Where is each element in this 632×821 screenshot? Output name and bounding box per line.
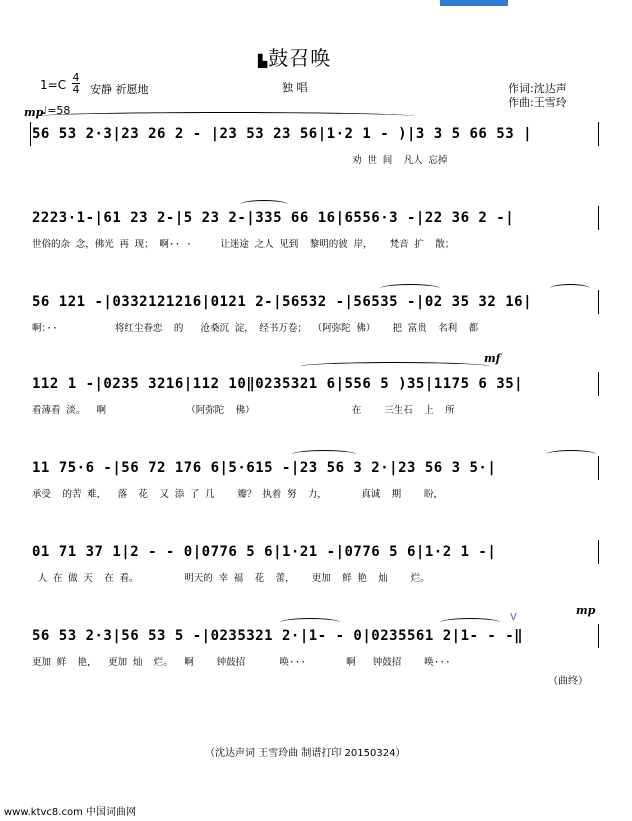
dynamic-mf: mf (484, 352, 501, 365)
barline (598, 290, 599, 314)
lyrics-row-5: 承受 的苦 难， 落 花 又 添 了 几 瓣？ 执着 努 力， 真诚 期 盼， (32, 489, 444, 500)
site-watermark: www.ktvc8.com 中国词曲网 (4, 807, 137, 818)
slur (240, 200, 288, 209)
notes-row-2: 2223·1-|61 23 2-|5 23 2-|335 66 16|6556·3 -|22 36 2 -| (32, 210, 515, 226)
time-signature (72, 72, 80, 95)
score-row-6 (30, 544, 602, 592)
title-text: 鼓召唤 (268, 46, 332, 70)
notes-row-7: 56 53 2·3|56 53 5 -|0235321 2·|1- - 0|0235561 2|1- - -‖ (32, 628, 524, 644)
composer-credit: 作曲:王雪玲 (508, 96, 567, 109)
slur (550, 284, 590, 293)
lyricist-credit: 作词:沈达声 (508, 82, 567, 95)
time-bottom: 4 (72, 83, 80, 96)
lyrics-row-3: 啊：·· 将红尘眷恋 的 沧桑沉 淀， 经书万卷； （阿弥陀 佛） 把 富贵 名利 都 (32, 323, 479, 334)
score-row-3 (30, 294, 602, 342)
score-row-4 (30, 352, 602, 424)
lyrics-row-7: 更加 鲜 艳， 更加 灿 烂。 啊 钟鼓招 唤··· 啊 钟鼓招 唤··· (32, 657, 451, 668)
lyrics-row-6: 人 在 做 天 在 看。 明天的 幸 福 花 蕾， 更加 鲜 艳 灿 烂。 (32, 573, 430, 584)
lyrics-row-4: 看薄看 淡。 啊 （阿弥陀 佛） 在 三生石 上 所 (32, 405, 455, 416)
notes-row-5: 11 75·6 -|56 72 176 6|5·615 -|23 56 3 2·|23 56 3 5·| (32, 460, 497, 476)
lyrics-row-1: 劝 世 间 凡人 忘掉 (32, 155, 448, 166)
title-prefix: ▙ (258, 54, 269, 68)
barline (598, 122, 599, 146)
slur (36, 112, 416, 121)
lyrics-row-2: 世俗的杂 念，佛光 再 现； 啊·· · 让迷途 之人 见到 黎明的彼 岸， 梵音 扩 散； (32, 239, 455, 250)
key-signature: 1=C (40, 78, 67, 92)
performance-type: 独 唱 (282, 81, 308, 94)
end-marking: （曲终） (548, 676, 588, 687)
score-row-2 (30, 210, 602, 258)
score-row-1 (30, 126, 602, 174)
score-row-7 (30, 604, 602, 676)
slur (380, 284, 440, 293)
song-title (258, 42, 331, 71)
slur (440, 618, 500, 627)
barline (598, 372, 599, 396)
time-top: 4 (72, 71, 80, 84)
notes-row-6: 01 71 37 1|2 - - 0|0776 5 6|1·21 -|0776 5 6|1·2 1 -| (32, 544, 497, 560)
barline (598, 206, 599, 230)
slur (280, 618, 340, 627)
breath-mark: V (510, 612, 517, 623)
mood-marking: 安静 祈愿地 (90, 83, 149, 96)
footer-credit: （沈达声词 王雪玲曲 制谱打印 20150324） (205, 748, 406, 759)
barline (598, 456, 599, 480)
barline (598, 540, 599, 564)
top-accent-bar (440, 0, 508, 6)
slur (546, 450, 596, 459)
barline (598, 624, 599, 648)
dynamic-mp-start: mp (24, 106, 44, 119)
dynamic-mp-end: mp (576, 604, 596, 617)
barline (30, 122, 31, 146)
notes-row-4: 112 1 -|0235 3216|112 10‖0235321 6|556 5 )35|1175 6 35| (32, 376, 524, 392)
slur (300, 362, 490, 371)
score-row-5 (30, 460, 602, 508)
slur (292, 450, 356, 459)
notes-row-3: 56 121 -|0332121216|0121 2-|56532 -|56535 -|02 35 32 16| (32, 294, 533, 310)
notes-row-1: 56 53 2·3|23 26 2 - |23 53 23 56|1·2 1 - )|3 3 5 66 53 | (32, 126, 533, 142)
tempo-marking: ♩=58 (42, 104, 71, 117)
